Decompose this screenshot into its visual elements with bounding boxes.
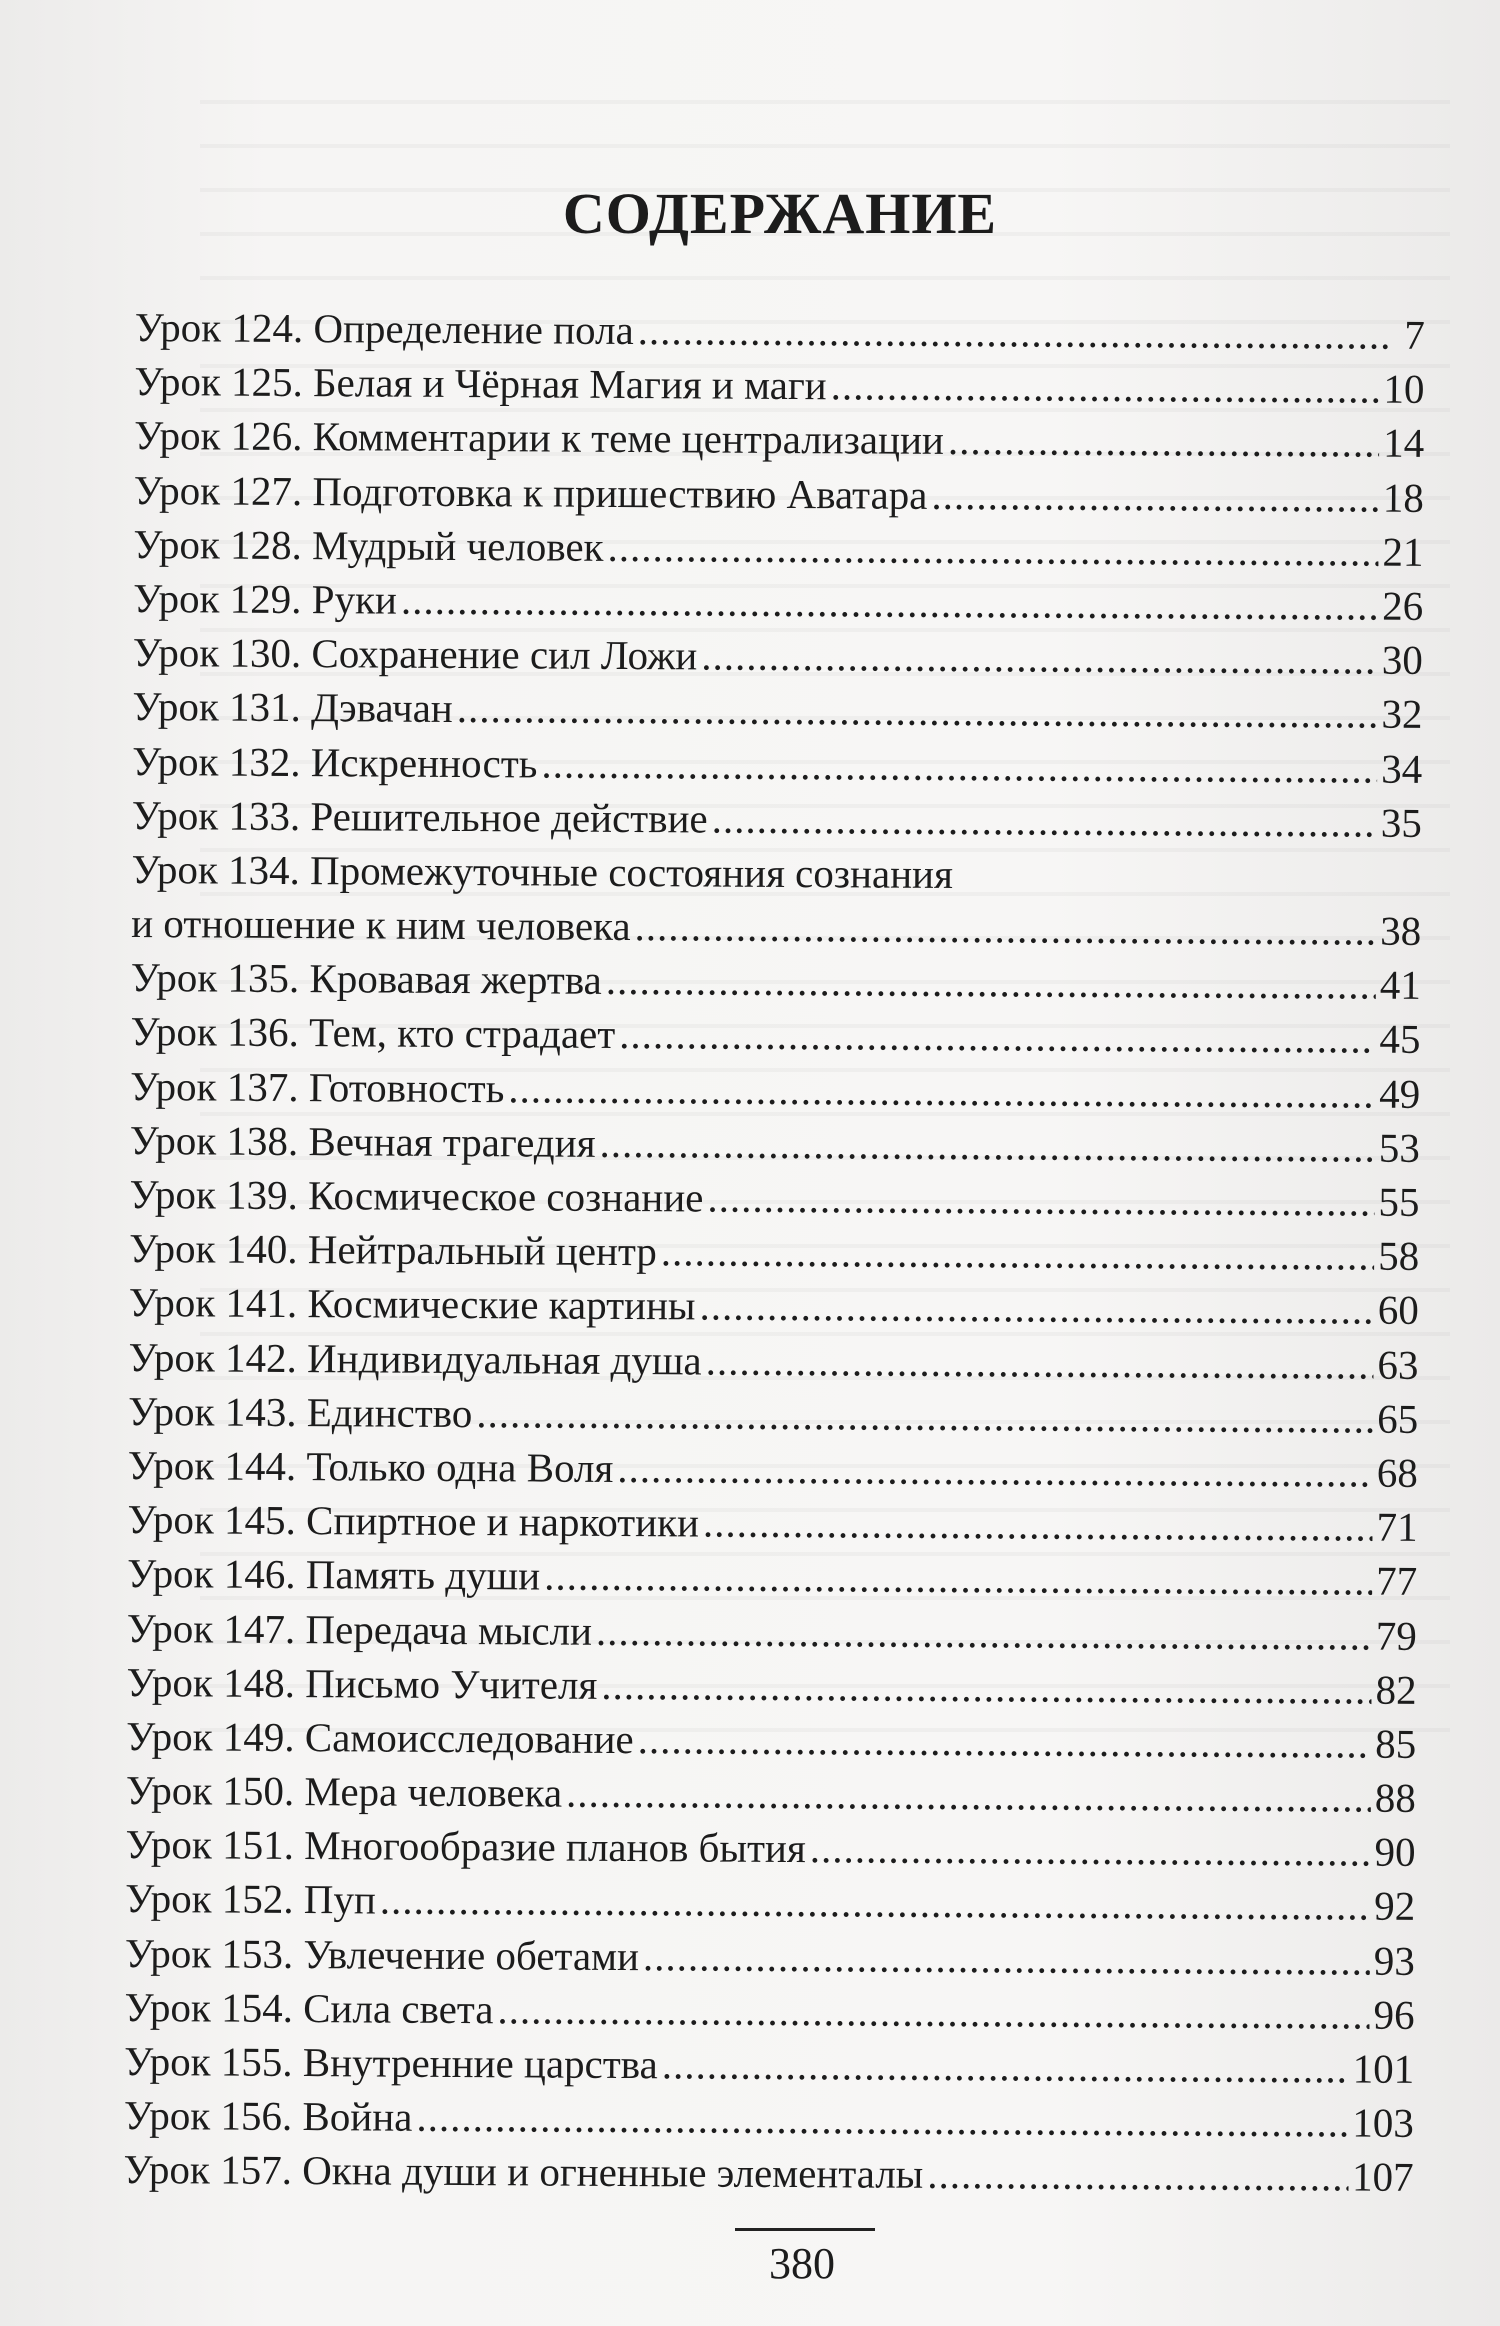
toc-entry-page: 55 bbox=[1378, 1178, 1420, 1225]
toc-entry-page: 85 bbox=[1375, 1720, 1417, 1767]
toc-entry-title: Урок 154. Сила света bbox=[124, 1983, 494, 2033]
dot-leader bbox=[931, 467, 1379, 524]
dot-leader bbox=[927, 2147, 1348, 2204]
page-number: 380 bbox=[769, 2239, 835, 2288]
toc-entry bbox=[129, 1167, 1419, 1229]
toc-entry bbox=[126, 1763, 1416, 1825]
toc-entry bbox=[129, 1221, 1419, 1283]
toc-entry-title: Урок 134. Промежуточные состояния сознания bbox=[131, 845, 954, 897]
dot-leader bbox=[948, 413, 1380, 470]
toc-entry bbox=[133, 571, 1423, 633]
dot-leader bbox=[497, 1982, 1369, 2041]
dot-leader bbox=[476, 1386, 1373, 1445]
dot-leader bbox=[541, 736, 1377, 795]
toc-entry-page: 90 bbox=[1374, 1828, 1416, 1876]
dot-leader bbox=[596, 1603, 1372, 1662]
toc-entry-page: 38 bbox=[1380, 907, 1422, 954]
toc-entry bbox=[134, 463, 1424, 525]
toc-entry bbox=[125, 1926, 1415, 1988]
toc-entry-title: Урок 146. Память души bbox=[127, 1550, 541, 1599]
toc-entry-title: Урок 147. Передача мысли bbox=[126, 1604, 593, 1654]
toc-entry bbox=[123, 2142, 1413, 2204]
toc-entry-title: Урок 127. Подготовка к пришествию Аватара bbox=[133, 466, 928, 518]
toc-entry bbox=[133, 517, 1423, 579]
toc-entry bbox=[125, 1871, 1415, 1933]
toc-entry-page: 65 bbox=[1377, 1395, 1419, 1442]
toc-entry-title: Урок 124. Определение пола bbox=[134, 303, 634, 354]
dot-leader bbox=[703, 1496, 1373, 1554]
toc-entry bbox=[124, 2034, 1414, 2096]
toc-entry-title: Урок 152. Пуп bbox=[125, 1875, 377, 1923]
toc-entry-page: 32 bbox=[1381, 690, 1423, 738]
toc-entry bbox=[124, 1980, 1414, 2042]
toc-entry-page: 93 bbox=[1373, 1937, 1416, 1984]
toc-entry-page: 63 bbox=[1377, 1341, 1419, 1388]
toc-entry-page: 103 bbox=[1352, 2099, 1415, 2147]
toc-entry-title: Урок 142. Индивидуальная душа bbox=[128, 1333, 702, 1384]
toc-entry-title: Урок 126. Комментарии к теме централизации bbox=[134, 412, 945, 464]
toc-entry bbox=[126, 1709, 1416, 1771]
toc-entry-page: 30 bbox=[1381, 636, 1423, 683]
toc-entry bbox=[135, 300, 1425, 362]
dot-leader bbox=[416, 2090, 1348, 2150]
toc-entry-page: 49 bbox=[1379, 1070, 1421, 1117]
dot-leader bbox=[601, 1658, 1372, 1717]
toc-entry-title: Урок 128. Мудрый человек bbox=[133, 520, 604, 570]
toc-entry-title: Урок 141. Космические картины bbox=[128, 1279, 696, 1329]
toc-entry bbox=[131, 842, 1421, 904]
toc-entry-title: Урок 155. Внутренние царства bbox=[124, 2037, 658, 2088]
page-title: СОДЕРЖАНИЕ bbox=[562, 181, 998, 246]
toc-entry bbox=[128, 1330, 1418, 1392]
dot-leader bbox=[634, 899, 1376, 958]
toc-entry-title: Урок 153. Увлечение обетами bbox=[124, 1929, 640, 1979]
dot-leader bbox=[701, 629, 1378, 687]
toc-entry-page: 58 bbox=[1378, 1232, 1420, 1280]
dot-leader bbox=[662, 2037, 1349, 2095]
dot-leader bbox=[619, 1007, 1376, 1066]
toc-entry bbox=[126, 1655, 1416, 1717]
toc-entry-title: Урок 125. Белая и Чёрная Магия и маги bbox=[134, 358, 827, 409]
dot-leader bbox=[706, 1333, 1374, 1391]
toc-entry-title: и отношение к ним человека bbox=[131, 900, 631, 950]
toc-entry bbox=[130, 1059, 1420, 1121]
toc-entry bbox=[125, 1817, 1415, 1879]
toc-entry bbox=[131, 950, 1421, 1012]
toc-entry bbox=[134, 354, 1424, 416]
toc-entry-page: 45 bbox=[1379, 1016, 1421, 1063]
toc-entry-page: 88 bbox=[1374, 1774, 1417, 1821]
toc-entry-page: 26 bbox=[1382, 582, 1424, 629]
toc-entry-page: 21 bbox=[1382, 528, 1424, 575]
toc-entry-page: 41 bbox=[1379, 961, 1421, 1009]
toc-entry-page: 53 bbox=[1378, 1124, 1420, 1171]
toc-entry-page: 79 bbox=[1375, 1612, 1418, 1659]
toc-entry bbox=[131, 896, 1421, 958]
dot-leader bbox=[607, 520, 1378, 579]
dot-leader bbox=[457, 681, 1378, 741]
toc-entry-page: 92 bbox=[1374, 1883, 1416, 1930]
toc-entry-page: 77 bbox=[1376, 1557, 1418, 1605]
toc-entry bbox=[132, 679, 1422, 741]
dot-leader bbox=[401, 573, 1379, 633]
toc-entry bbox=[130, 1004, 1420, 1066]
toc-entry-title: Урок 131. Дэвачан bbox=[132, 683, 453, 732]
toc-entry bbox=[132, 733, 1422, 795]
dot-leader bbox=[617, 1441, 1373, 1500]
toc-entry-title: Урок 150. Мера человека bbox=[125, 1767, 563, 1816]
toc-entry bbox=[129, 1275, 1419, 1337]
toc-entry bbox=[128, 1438, 1418, 1500]
toc-entry-title: Урок 135. Кровавая жертва bbox=[130, 954, 602, 1004]
toc-entry-page: 35 bbox=[1380, 799, 1422, 846]
toc-entry-title: Урок 143. Единство bbox=[128, 1387, 473, 1436]
toc-entry bbox=[128, 1384, 1418, 1446]
toc-entry-page: 71 bbox=[1376, 1503, 1418, 1550]
toc-entry-title: Урок 138. Вечная трагедия bbox=[129, 1116, 596, 1166]
toc-entry-title: Урок 149. Самоисследование bbox=[126, 1712, 634, 1762]
toc-entry-page: 14 bbox=[1383, 420, 1425, 467]
toc-entry-page: 10 bbox=[1383, 365, 1425, 413]
dot-leader bbox=[380, 1873, 1371, 1933]
toc-entry-page: 18 bbox=[1382, 474, 1424, 521]
toc-entry-title: Урок 139. Космическое сознание bbox=[129, 1170, 704, 1221]
dot-leader bbox=[544, 1549, 1372, 1608]
toc-entry-page: 101 bbox=[1352, 2045, 1415, 2092]
dot-leader bbox=[508, 1061, 1375, 1120]
dot-leader bbox=[707, 1171, 1374, 1229]
dot-leader bbox=[712, 791, 1377, 849]
toc-entry-title: Урок 145. Спиртное и наркотики bbox=[127, 1496, 700, 1546]
dot-leader bbox=[643, 1929, 1370, 1987]
toc-entry bbox=[127, 1600, 1417, 1662]
dot-leader bbox=[566, 1766, 1371, 1825]
dot-leader bbox=[810, 1821, 1371, 1878]
toc-entry-title: Урок 129. Руки bbox=[133, 574, 398, 623]
toc-entry bbox=[130, 1113, 1420, 1175]
dot-leader bbox=[661, 1224, 1375, 1282]
toc-entry-title: Урок 132. Искренность bbox=[132, 737, 538, 786]
toc-entry-page: 68 bbox=[1376, 1449, 1419, 1496]
dot-leader bbox=[606, 953, 1376, 1012]
toc-entry bbox=[127, 1492, 1417, 1554]
toc-entry-page: 7 bbox=[1404, 311, 1425, 358]
dot-leader bbox=[599, 1116, 1375, 1175]
dot-leader bbox=[638, 303, 1391, 362]
toc-entry-title: Урок 157. Окна души и огненные элементалы bbox=[123, 2146, 924, 2198]
toc-entry-page: 82 bbox=[1375, 1666, 1417, 1713]
toc-entry bbox=[134, 408, 1424, 470]
toc-entry-title: Урок 137. Готовность bbox=[130, 1062, 505, 1111]
toc-entry-title: Урок 136. Тем, кто страдает bbox=[130, 1008, 616, 1058]
toc-entry-title: Урок 151. Многообразие планов бытия bbox=[125, 1821, 806, 1872]
toc-entry bbox=[133, 625, 1423, 687]
dot-leader bbox=[831, 358, 1380, 415]
dot-leader bbox=[699, 1279, 1374, 1337]
toc-entry bbox=[127, 1546, 1417, 1608]
toc-entry-title: Урок 156. Война bbox=[123, 2092, 413, 2140]
toc-entry-page: 34 bbox=[1381, 745, 1423, 792]
toc-entry-title: Урок 148. Письмо Учителя bbox=[126, 1658, 598, 1708]
toc-entry bbox=[132, 788, 1422, 850]
dot-leader bbox=[638, 1712, 1372, 1770]
toc-entry bbox=[124, 2088, 1414, 2150]
toc-entry-page: 96 bbox=[1373, 1991, 1415, 2038]
toc-entry-page: 60 bbox=[1377, 1286, 1419, 1334]
table-of-contents bbox=[123, 300, 1425, 2204]
toc-entry-title: Урок 133. Решительное действие bbox=[131, 791, 708, 842]
toc-entry-page: 107 bbox=[1351, 2153, 1414, 2201]
toc-entry-title: Урок 144. Только одна Воля bbox=[127, 1441, 614, 1491]
footer-rule bbox=[735, 2228, 875, 2231]
toc-entry-title: Урок 130. Сохранение сил Ложи bbox=[132, 629, 698, 679]
toc-entry-title: Урок 140. Нейтральный центр bbox=[129, 1225, 657, 1275]
